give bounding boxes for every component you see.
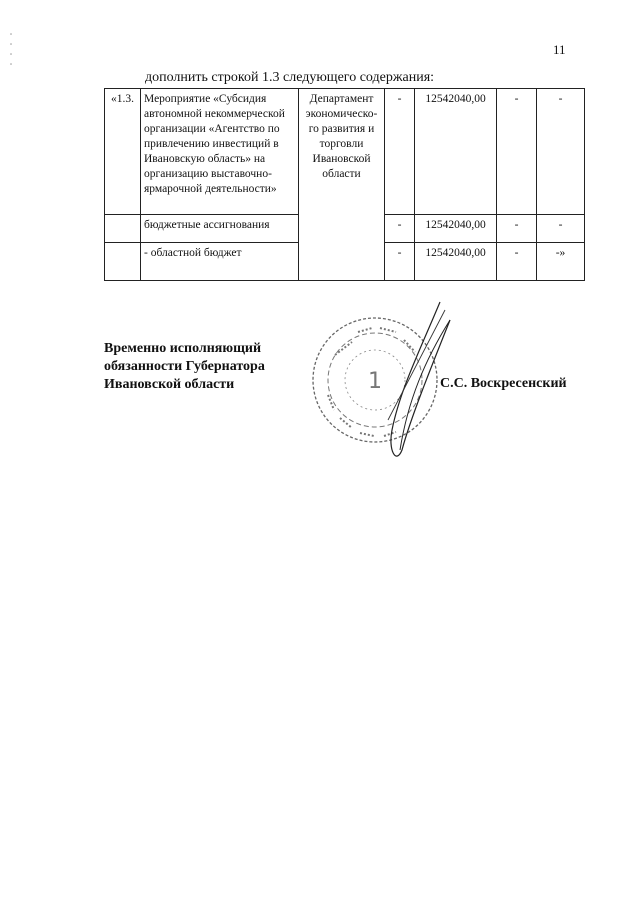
- signer-name: С.С. Воскресенский: [440, 376, 567, 391]
- signer-title-line: Ивановской области: [104, 377, 235, 392]
- amount-cell: 12542040,00: [415, 215, 497, 243]
- value-cell: -: [497, 215, 537, 243]
- value-cell: -»: [537, 243, 585, 281]
- department-cell: Департамент экономическо-го развития и торговли Ивановской области: [299, 89, 385, 281]
- value-cell: -: [537, 215, 585, 243]
- value-cell: -: [385, 243, 415, 281]
- page-number: 11: [553, 42, 566, 57]
- value-cell: -: [497, 89, 537, 215]
- value-cell: -: [385, 215, 415, 243]
- row-number: [105, 215, 141, 243]
- activity-cell: Мероприятие «Субсидия автономной некоммерческой организации «Агентство по привлечению инвестиций в Ивановскую область» на организацию выставочно-ярмарочной деятельности»: [141, 89, 299, 215]
- margin-scan-marks: [8, 30, 14, 75]
- activity-cell: - областной бюджет: [141, 243, 299, 281]
- table-row: [105, 89, 585, 215]
- intro-text: дополнить строкой 1.3 следующего содержания:: [145, 70, 435, 85]
- value-cell: -: [385, 89, 415, 215]
- row-number: «1.3.: [105, 89, 141, 215]
- stamp-center-text: 1: [368, 369, 382, 394]
- signer-title-line: обязанности Губернатора: [104, 359, 265, 374]
- row-number: [105, 243, 141, 281]
- signer-title: [104, 340, 265, 394]
- amount-cell: 12542040,00: [415, 89, 497, 215]
- signer-title-line: Временно исполняющий: [104, 341, 262, 356]
- value-cell: -: [537, 89, 585, 215]
- amount-cell: 12542040,00: [415, 243, 497, 281]
- activity-cell: бюджетные ассигнования: [141, 215, 299, 243]
- value-cell: -: [497, 243, 537, 281]
- signature-stroke: [388, 310, 445, 420]
- budget-table: [104, 88, 585, 281]
